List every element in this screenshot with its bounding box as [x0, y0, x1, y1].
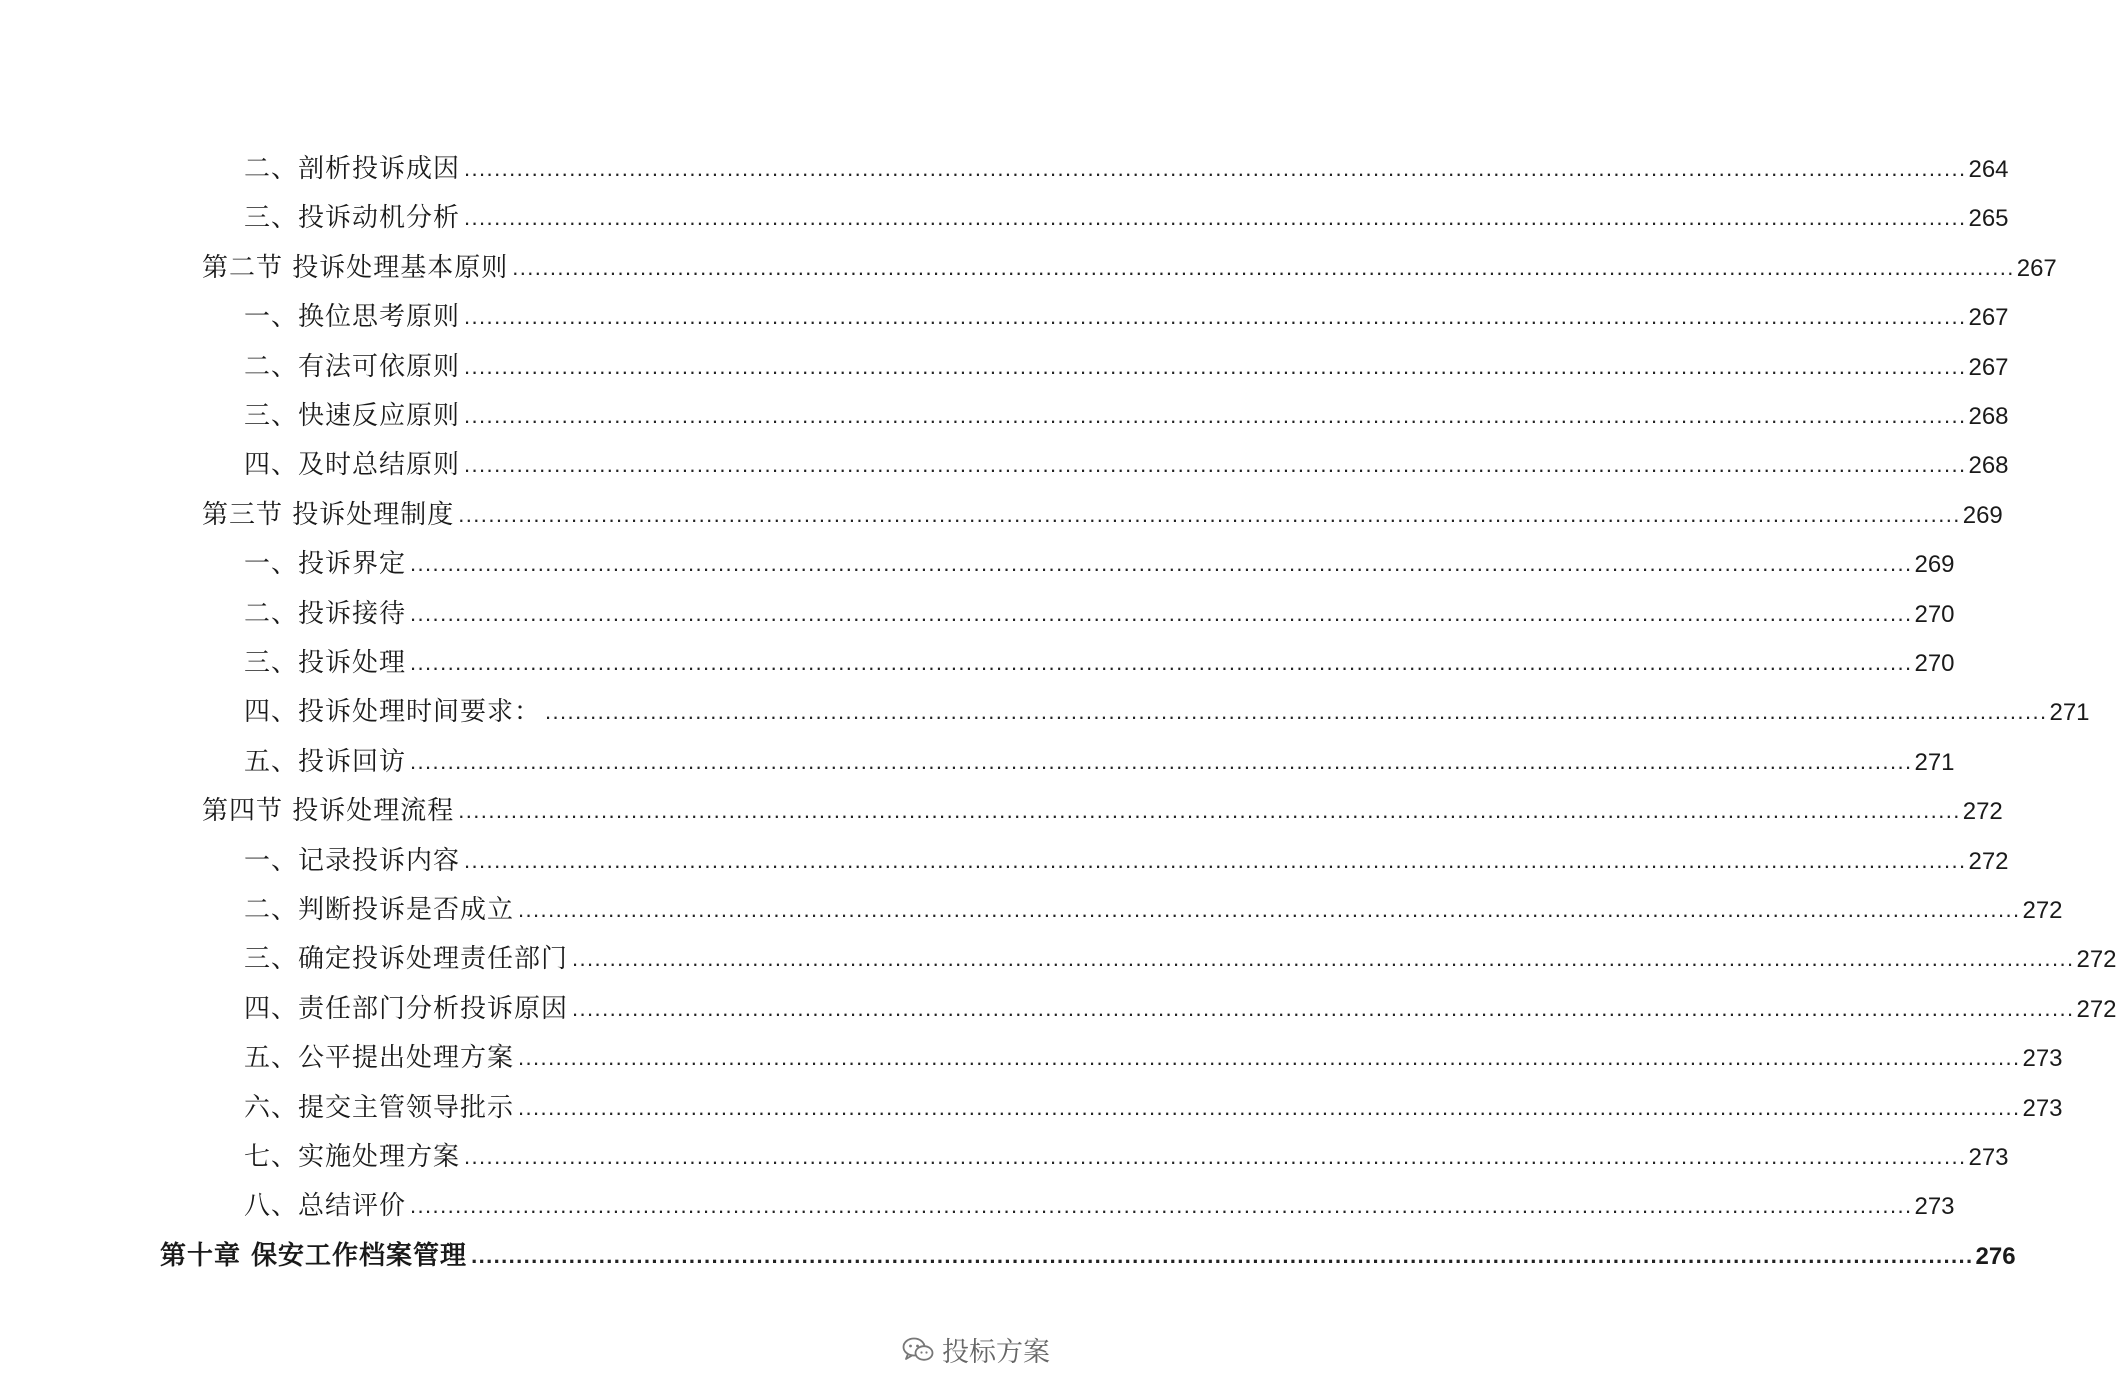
toc-page-number: 269 [1914, 551, 1955, 579]
toc-entry-label: 一、记录投诉内容 [244, 845, 461, 876]
toc-page-number: 271 [2049, 699, 2090, 727]
toc-page-number: 265 [1968, 205, 2009, 233]
toc-dot-leader: ........................................................................................................................................................................................................ [410, 650, 1913, 675]
toc-page-number: 268 [1968, 403, 2009, 430]
toc-item-row[interactable] [244, 133, 2009, 184]
toc-section-row[interactable] [202, 479, 2003, 530]
toc-item-row[interactable] [244, 923, 2117, 975]
toc-item-row[interactable] [244, 182, 2009, 234]
toc-dot-leader: ........................................................................................................................................................................................................ [464, 156, 1967, 181]
toc-entry-label: 二、判断投诉是否成立 [244, 895, 515, 925]
toc-item-row[interactable] [244, 281, 2009, 333]
toc-dot-leader: ........................................................................................................................................................................................................ [471, 1242, 1974, 1268]
toc-page-number: 271 [1914, 748, 1955, 776]
watermark [902, 1330, 1050, 1369]
toc-page-number: 267 [1968, 353, 2009, 381]
toc-entry-label: 二、有法可依原则 [244, 351, 461, 382]
toc-page-number: 273 [1914, 1193, 1955, 1221]
toc-entry-label: 三、投诉处理 [244, 648, 407, 678]
toc-entry-label: 二、投诉接待 [244, 598, 407, 629]
toc-page-number: 276 [1975, 1242, 2016, 1270]
toc-item-row[interactable] [244, 380, 2009, 431]
toc-entry-label: 第三节 投诉处理制度 [202, 499, 455, 530]
toc-item-row[interactable] [244, 578, 1955, 629]
toc-page-number: 273 [1968, 1144, 2009, 1171]
toc-dot-leader: ........................................................................................................................................................................................................ [572, 946, 2075, 972]
toc-dot-leader: ........................................................................................................................................................................................................ [464, 205, 1967, 231]
toc-page-number: 272 [2022, 897, 2063, 924]
toc-page-number: 267 [2016, 254, 2057, 282]
toc-dot-leader: ........................................................................................................................................................................................................ [518, 1045, 2021, 1071]
wechat-icon [902, 1336, 934, 1364]
toc-item-row[interactable] [244, 429, 2009, 481]
toc-entry-label: 第十章 保安工作档案管理 [160, 1240, 468, 1271]
toc-dot-leader: ........................................................................................................................................................................................................ [410, 600, 1913, 626]
toc-item-row[interactable] [244, 874, 2063, 925]
toc-page-number: 270 [1914, 600, 1955, 628]
toc-dot-leader: ........................................................................................................................................................................................................ [545, 699, 2048, 725]
toc-section-row[interactable] [202, 775, 2003, 827]
toc-dot-leader: ........................................................................................................................................................................................................ [464, 847, 1967, 873]
toc-entry-label: 四、及时总结原则 [244, 450, 461, 481]
watermark-text: 投标方案 [942, 1337, 1050, 1368]
toc-dot-leader: ........................................................................................................................................................................................................ [512, 254, 2015, 280]
toc-chapter-row[interactable] [160, 1220, 2016, 1271]
toc-item-row[interactable] [244, 1121, 2009, 1172]
toc-dot-leader: ........................................................................................................................................................................................................ [410, 1193, 1913, 1219]
toc-entry-label: 第二节 投诉处理基本原则 [202, 252, 509, 283]
toc-item-row[interactable] [244, 825, 2009, 876]
toc-page-number: 272 [2076, 995, 2117, 1023]
toc-dot-leader: ........................................................................................................................................................................................................ [518, 1094, 2021, 1120]
toc-entry-label: 八、总结评价 [244, 1191, 407, 1222]
toc-entry-label: 三、确定投诉处理责任部门 [244, 944, 569, 975]
toc-entry-label: 第四节 投诉处理流程 [202, 796, 455, 827]
toc-dot-leader: ........................................................................................................................................................................................................ [464, 1144, 1967, 1169]
toc-item-row[interactable] [244, 528, 1955, 580]
toc-entry-label: 七、实施处理方案 [244, 1142, 461, 1172]
toc-item-row[interactable] [244, 726, 1955, 777]
toc-dot-leader: ........................................................................................................................................................................................................ [464, 304, 1967, 330]
toc-page-number: 273 [2022, 1045, 2063, 1073]
toc-entry-label: 四、责任部门分析投诉原因 [244, 993, 569, 1024]
toc-dot-leader: ........................................................................................................................................................................................................ [458, 798, 1961, 824]
toc-dot-leader: ........................................................................................................................................................................................................ [518, 897, 2021, 922]
toc-section-row[interactable] [202, 232, 2057, 283]
toc-page-number: 273 [2022, 1094, 2063, 1122]
toc-dot-leader: ........................................................................................................................................................................................................ [458, 501, 1961, 527]
toc-entry-label: 三、投诉动机分析 [244, 203, 461, 234]
toc-dot-leader: ........................................................................................................................................................................................................ [572, 995, 2075, 1021]
toc-page-number: 272 [2076, 946, 2117, 974]
toc-dot-leader: ........................................................................................................................................................................................................ [410, 551, 1913, 577]
toc-item-row[interactable] [244, 676, 2090, 728]
toc-dot-leader: ........................................................................................................................................................................................................ [464, 403, 1967, 428]
toc-dot-leader: ........................................................................................................................................................................................................ [464, 353, 1967, 379]
toc-item-row[interactable] [244, 1072, 2063, 1123]
toc-dot-leader: ........................................................................................................................................................................................................ [410, 748, 1913, 774]
toc-item-row[interactable] [244, 1022, 2063, 1074]
toc-item-row[interactable] [244, 331, 2009, 382]
toc-page-number: 270 [1914, 650, 1955, 677]
toc-entry-label: 一、投诉界定 [244, 549, 407, 580]
toc-page-number: 272 [1968, 847, 2009, 875]
toc-entry-label: 一、换位思考原则 [244, 302, 461, 333]
toc-item-row[interactable] [244, 1170, 1955, 1222]
toc-page-number: 272 [1962, 798, 2003, 826]
toc-entry-label: 二、剖析投诉成因 [244, 154, 461, 184]
toc-entry-label: 六、提交主管领导批示 [244, 1092, 515, 1123]
toc-page-number: 264 [1968, 156, 2009, 183]
toc-item-row[interactable] [244, 627, 1955, 678]
toc-entry-label: 五、投诉回访 [244, 746, 407, 777]
toc-dot-leader: ........................................................................................................................................................................................................ [464, 452, 1967, 478]
toc-entry-label: 三、快速反应原则 [244, 401, 461, 431]
toc-entry-label: 四、投诉处理时间要求： [244, 697, 542, 728]
toc-entry-label: 五、公平提出处理方案 [244, 1043, 515, 1074]
toc-item-row[interactable] [244, 973, 2117, 1024]
toc-page-number: 269 [1962, 501, 2003, 529]
toc-page-number: 268 [1968, 452, 2009, 480]
toc-page-number: 267 [1968, 304, 2009, 332]
